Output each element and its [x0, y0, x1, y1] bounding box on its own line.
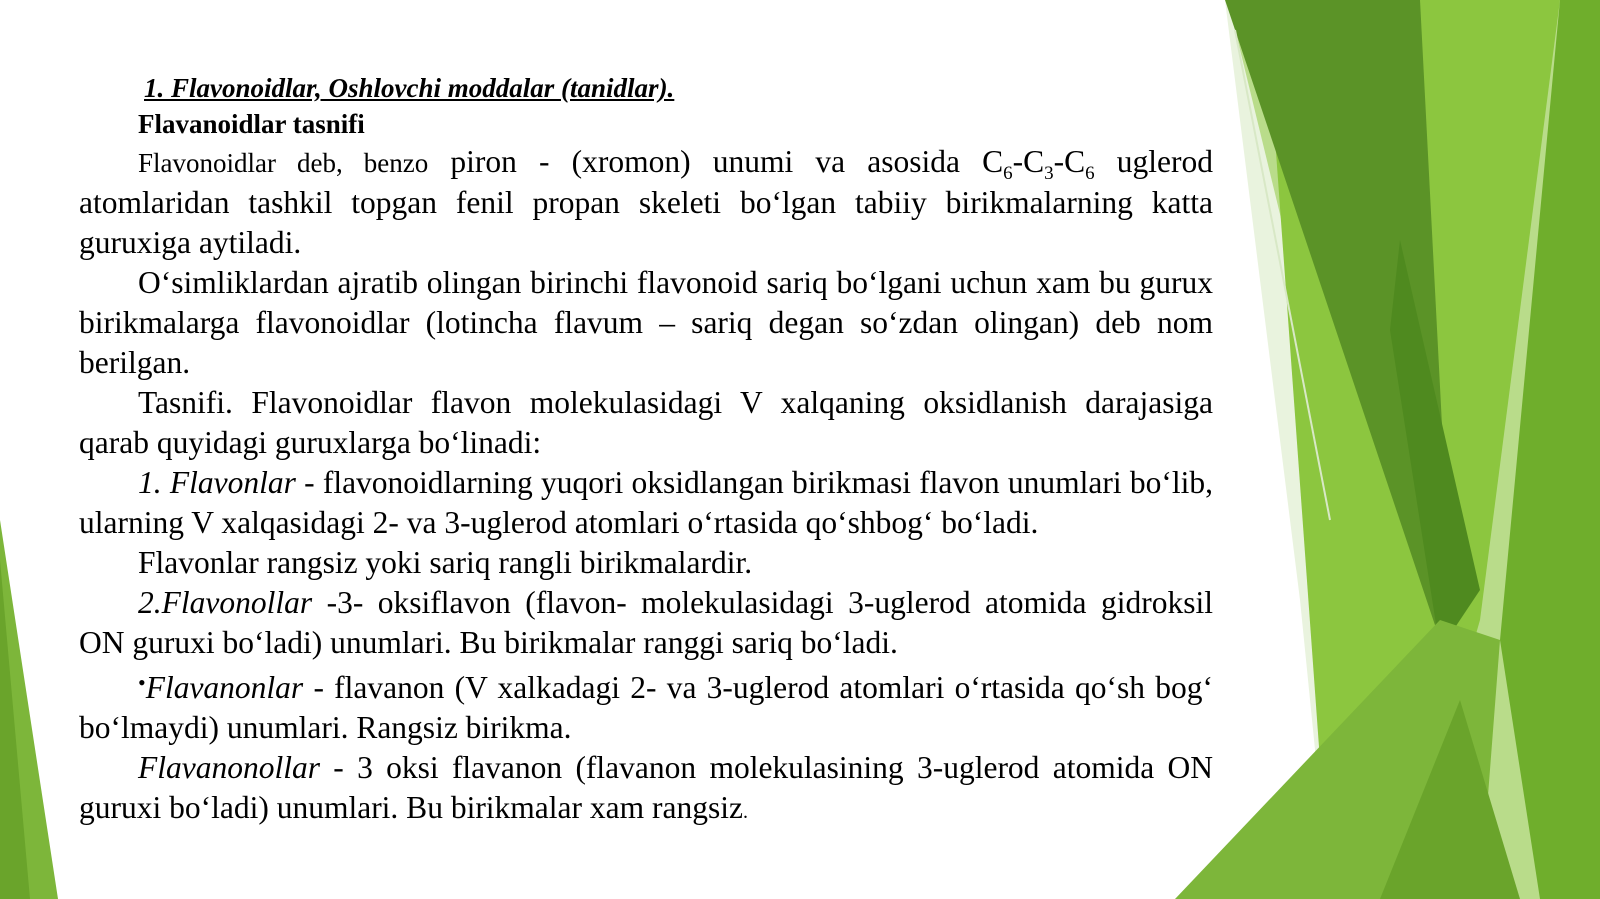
subscript-2: 3 — [1044, 163, 1054, 184]
text-flavanonollar: - 3 oksi flavanon (flavanon molekulasining 3-uglerod atomida ON guruxi bo‘ladi) unumlari. Bu birikmalar xam rangsiz — [79, 750, 1213, 825]
text-end: . — [742, 801, 748, 823]
text-flavonollar: -3- oksiflavon (flavon- molekulasidagi 3-uglerod atomida gidroksil ON guruxi bo‘ladi) unumlari. Bu birikmalar ranggi sariq bo‘ladi. — [79, 585, 1213, 660]
definition-lead: Flavonoidlar deb, benzo — [138, 148, 429, 178]
term-flavanonlar: Flavanonlar — [145, 670, 304, 705]
definition-part-1: piron - (xromon) unumi va asosida C — [428, 144, 1004, 179]
section-heading: 1. Flavonoidlar, Oshlovchi moddalar (tanidlar). — [144, 73, 675, 103]
term-flavanonollar: Flavanonollar — [138, 750, 320, 785]
bullet-icon: • — [138, 670, 146, 695]
subscript-1: 6 — [1003, 163, 1013, 184]
paragraph-flavonlar-color: Flavonlar rangsiz yoki sariq rangli birikmalardir. — [138, 545, 753, 580]
text-flavanonlar: - flavanon (V xalkadagi 2- va 3-uglerod atomlari o‘rtasida qo‘sh bog‘ bo‘lmaydi) unumlari. Rangsiz birikma. — [79, 670, 1213, 745]
paragraph-flavonlar — [79, 463, 1213, 543]
paragraph-flavonollar — [79, 583, 1213, 663]
slide-text-body — [79, 70, 1213, 832]
paragraph-flavanonlar — [79, 663, 1213, 748]
term-flavonollar: 2.Flavonollar — [138, 585, 313, 620]
paragraph-classification: Tasnifi. Flavonoidlar flavon molekulasidagi V xalqaning oksidlanish darajasiga qarab quyidagi guruxlarga bo‘linadi: — [79, 385, 1213, 460]
definition-part-3: -C — [1053, 144, 1086, 179]
definition-part-2: -C — [1012, 144, 1045, 179]
subscript-3: 6 — [1085, 163, 1095, 184]
text-flavonlar: - flavonoidlarning yuqori oksidlangan birikmasi flavon unumlari bo‘lib, ularning V xalqasidagi 2- va 3-uglerod atomlari o‘rtasida qo‘shbog‘ bo‘ladi. — [79, 465, 1213, 540]
definition-part-4: uglerod atomlaridan tashkil topgan fenil propan skeleti bo‘lgan tabiiy birikmalarning katta guruxiga aytiladi. — [79, 144, 1213, 260]
paragraph-definition — [79, 142, 1213, 263]
subheading: Flavanoidlar tasnifi — [138, 109, 365, 139]
paragraph-origin: O‘simliklardan ajratib olingan birinchi flavonoid sariq bo‘lgani uchun xam bu gurux birikmalarga flavonoidlar (lotincha flavum – sariq degan so‘zdan olingan) deb nom berilgan. — [79, 265, 1213, 380]
paragraph-flavanonollar — [79, 748, 1213, 832]
term-flavonlar: 1. Flavonlar — [138, 465, 296, 500]
